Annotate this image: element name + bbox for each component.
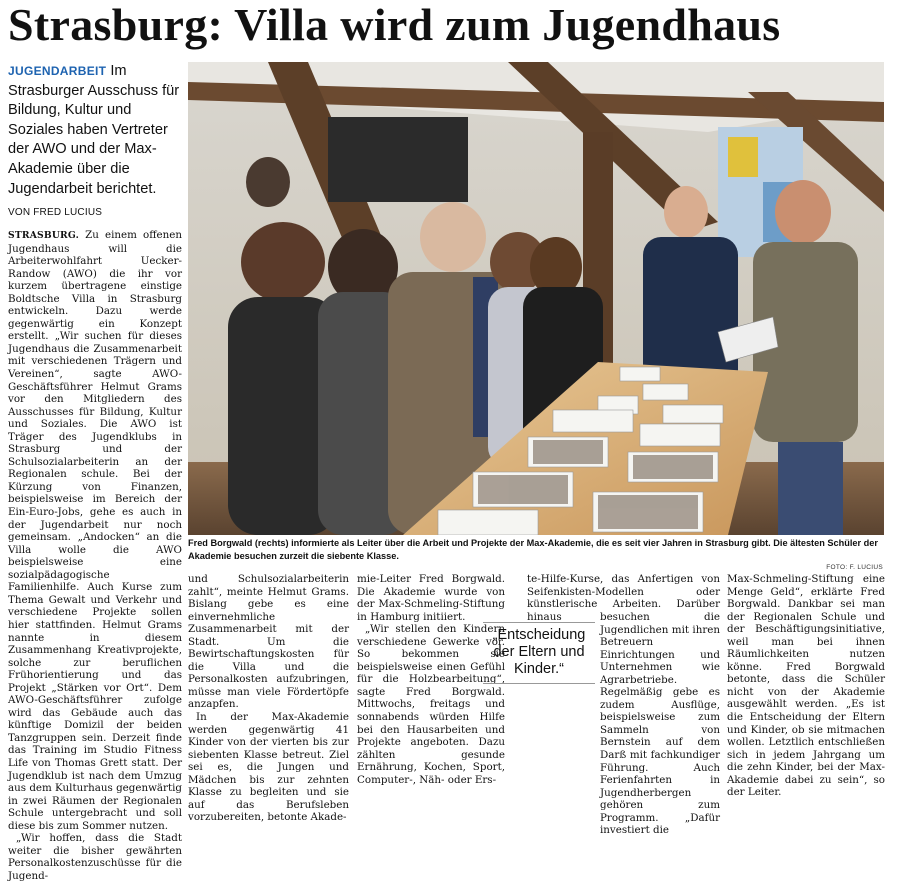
caption-text: Fred Borgwald (rechts) informierte als Leiter über die Arbeit und Projekte der Max-Akademie, die es seit vier Jahren in Strasburg gibt. Die ältesten Schüler der Akademie besuchen zurzeit die siebente Klasse.: [188, 538, 878, 561]
paragraph: und Schulsozialarbeiterin zahlt“, meinte Helmut Grams. Bislang gebe es eine einvernehmliche Zusammenarbeit mit der Stadt. Um die Bewirtschaftungskosten für die Villa und die Personalkosten aufzubringen, müsse man viele Fördertöpfe anzapfen.: [188, 573, 349, 711]
photo-credit: FOTO: F. LUCIUS: [826, 564, 883, 571]
paragraph: In der Max-Akademie werden gegenwärtig 41 Kinder von der vierten bis zur siebenten Klasse betreut. Ziel sei es, die Jungen und Mädchen bis zur zehnten Klasse zu begleiten und sie auf das Berufsleben vorzubereiten, betonte Akade-: [188, 711, 349, 824]
paragraph: Zu einem offenen Jugendhaus will die Arbeiterwohlfahrt Uecker-Randow (AWO) die ihr vor kurzem übertragene einstige Boldtsche Villa in Strasburg entwickeln. Dazu werde gegenwärtig ein Konzept erstellt. „Wir suchen für dieses Jugendhaus die Zusammenarbeit mit verschiedenen Trägern und Vereinen“, sagte AWO-Geschäftsführer Helmut Grams vor den Mitgliedern des Ausschusses für Bildung, Kultur und Soziales. Die AWO ist Träger des Jugendklubs in Strasburg und der Schulsozialarbeiterin an der Regionalen schule. Bei der Kürzung von Finanzen, beispielsweise im Bereich der Ein-Euro-Jobs, gehe es auch in der Jugendarbeit nur noch gemeinsam. „Andocken“ an die Villa wolle die AWO beispielsweise eine sozialpädagogische Familienhilfe. Auch Kurse zum Thema Gewalt und Verkehr und verschiedene Projekte sollen hier stattfinden. Helmut Grams nannte in diesem Zusammenhang Kreativprojekte, solche zur beruflichen Frühorientierung und das Projekt „Stärken vor Ort“. Dem AWO-Geschäftsführer zufolge wird das Gebäude auch das künftige Domizil der beiden Tanzgruppen sein. Derzeit finde das Training im Studio Fitness Life von Thomas Grett statt. Der Jugendklub ist nach dem Umzug aus dem Kulturhaus gegenwärtig in zwei Räumen der Regionalen Schule untergebracht und soll diese bis zum Sommer nutzen.: [8, 229, 182, 832]
pull-quote: „Entscheidung der Eltern und Kinder.“: [483, 622, 595, 684]
headline: Strasburg: Villa wird zum Jugendhaus: [8, 0, 781, 50]
photo-caption: [188, 537, 884, 562]
teaser-text: Im Strasburger Ausschuss für Bildung, Kultur und Soziales haben Vertreter der AWO und der Max-Akademie über die Jugendarbeit berichtet.: [8, 63, 180, 197]
paragraph: besuchen die Jugendlichen mit ihren Betreuern Einrichtungen und Unternehmen wie Agrarbetriebe. Regelmäßig gebe es zudem Ausflüge, beispielsweise zum Sammeln von Bernstein auf dem Darß mit fachkundiger Führung. Auch Ferienfahrten in Jugendherbergen gehören zum Programm. „Dafür investiert die: [600, 611, 720, 837]
article-column-1: [8, 229, 182, 882]
article-photo: [188, 62, 884, 535]
paragraph: „Wir hoffen, dass die Stadt weiter die bisher gewährten Personalkostenzuschüsse für die Jugend-: [8, 832, 182, 882]
paragraph: Max-Schmeling-Stiftung eine Menge Geld“, erklärte Fred Borgwald. Dankbar sei man der Regionalen Schule und der Beschäftigungsinitiative, weil man bei ihnen Räumlichkeiten nutzen könne. Fred Borgwald betonte, dass die Schüler nicht von der Akademie ausgewählt werden. „Es ist die Entscheidung der Eltern und Kinder, ob sie mitmachen wollen. Letztlich entschließen sich in jedem Jahrgang um die zehn Kinder, bei der Max-Akademie dabei zu sein“, so der Leiter.: [727, 573, 885, 799]
teaser-kicker: JUGENDARBEIT: [8, 64, 107, 78]
paragraph: „Wir stellen den Kindern verschiedene Gewerke vor. So bekommen sie beispielsweise einen Gefühl für die Holzbearbeitung“, sagte Fred Borgwald. Mittwochs, freitags und sonnabends würden Hilfe bei den Hausarbeiten und Projekte angeboten. Dazu zählten gesunde Ernährung, Kochen, Sport, Computer-, Näh- oder Ers-: [357, 623, 505, 786]
teaser: [8, 62, 184, 199]
article-column-5: [727, 573, 885, 799]
byline: VON FRED LUCIUS: [8, 207, 103, 218]
photo-illustration: [188, 62, 884, 535]
paragraph: te-Hilfe-Kurse, das Anfertigen von Seifenkisten-Modellen oder künstlerische Arbeiten. Darüber hinaus: [527, 573, 720, 623]
paragraph: mie-Leiter Fred Borgwald. Die Akademie wurde von der Max-Schmeling-Stiftung in Hamburg initiiert.: [357, 573, 505, 623]
article-column-4-bottom: [600, 611, 720, 837]
dateline: STRASBURG.: [8, 230, 79, 241]
article-column-2: [188, 573, 349, 824]
